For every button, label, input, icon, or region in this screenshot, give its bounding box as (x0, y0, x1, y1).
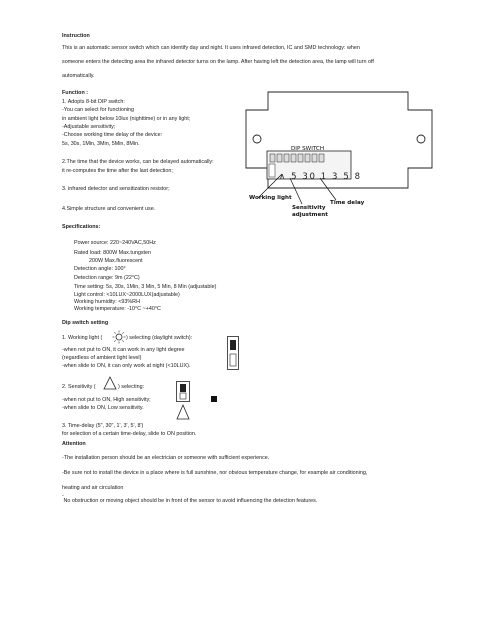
spec-line: Power source: 220~240VAC,50Hz (74, 240, 156, 246)
time-delay-label: Time delay (330, 200, 365, 206)
attention-line-2: -Be sure not to install the device in a place where is full sunshine, nor obvious temperature change, for example air conditioning, (62, 470, 368, 476)
dip-s1-title-a: 1. Working light ( (62, 335, 103, 341)
bullet-square (211, 396, 217, 402)
dip-switch-1-icon (227, 336, 239, 370)
function-item-4: 4.Simple structure and convenient use. (62, 206, 156, 212)
dip-s2-title-b: ) selecting: (118, 384, 145, 390)
working-light-label: Working light (249, 195, 292, 201)
sensitivity-triangle-icon (103, 376, 117, 390)
function-item-2a: 2.The time that the device works, can be delayed automatically: (62, 159, 214, 165)
spec-line: Working humidity: <93%RH (74, 299, 140, 305)
dip-s1-line: -when not put to ON, it can work in any light degree (62, 347, 185, 353)
spec-line: Detection angle: 100° (74, 266, 126, 272)
dip-s2-title-a: 2. Sensitivity ( (62, 384, 96, 390)
spec-line: Detection range: 9m (22°C) (74, 275, 140, 281)
instruction-para-2: someone enters the detecting area the infrared detector turns on the lamp. After having left the detection area, the lamp will turn off (62, 59, 374, 65)
dip-switch-label: DIP SWITCH (291, 146, 325, 152)
function-heading: Function : (62, 90, 89, 96)
attention-line-1: -The installation person should be an electrician or someone with sufficient experience. (62, 455, 270, 461)
function-item-1-5: -Choose working time delay of the device: (62, 132, 163, 138)
dip-s2-line: -when not put to ON, High sensitivity; (62, 397, 151, 403)
instruction-para-1: This is an automatic sensor switch which can identify day and night. It uses infrared detection, IC and SMD technology: when (62, 45, 360, 51)
adjustment-label: adjustment (292, 212, 328, 218)
spec-line: Time setting: 5s, 30s, 1Min, 3 Min, 5 Min, 8 Min (adjustable) (74, 284, 217, 290)
dip-s3-title: 3. Time-delay (5", 30", 1', 3', 5', 8') (62, 423, 144, 429)
sensitivity-label: Sensitivity (292, 205, 326, 211)
function-item-1-6: 5s, 30s, 1Min, 3Min, 5Min, 8Min. (62, 141, 140, 147)
spec-line: Rated load: 800W Max.tungsten (74, 250, 152, 256)
attention-line-5: No obstruction or moving object should be in front of the sensor to avoid influencing the detection features. (62, 498, 318, 504)
spec-line: Working temperature: -10°C ~+40°C (74, 306, 161, 312)
spec-line: Light control: <10LUX~2000LUX(adjustable) (74, 292, 180, 298)
function-item-3: 3. infrared detector and sensitization resistor; (62, 186, 170, 192)
spec-line: 200W Max.fluorescent (74, 258, 143, 264)
attention-heading: Attention (62, 441, 86, 447)
specs-heading: Specifications: (62, 224, 101, 230)
instruction-heading: Instruction (62, 33, 90, 39)
attention-line-4: - (62, 493, 64, 499)
function-item-1-1: 1. Adopts 8-bit DIP switch: (62, 99, 125, 105)
function-item-1-3: in ambient light below 10lux (nighttime) or in any light; (62, 116, 191, 122)
dip-s1-line: (regardless of ambient light level) (62, 355, 142, 361)
function-item-1-2: -You can select for functioning (62, 107, 135, 113)
dip-s2-line: -when slide to ON, Low sensitivity. (62, 405, 144, 411)
switch-digits: ∧ 5 30 1 3 5 8 (279, 172, 362, 182)
sun-icon (112, 330, 126, 344)
dip-s3-line: for selection of a certain time-delay, slide to ON position. (62, 431, 197, 437)
function-item-2b: it re-computes the time after the last detection; (62, 168, 173, 174)
dip-s1-line: -when slide to ON, it can only work at night (<10LUX). (62, 363, 191, 369)
dip-setting-heading: Dip switch setting (62, 320, 109, 326)
instruction-para-3: automatically. (62, 73, 95, 79)
function-item-1-4: -Adjustable sensitivity; (62, 124, 116, 130)
dip-switch-2-icon (176, 381, 190, 421)
attention-line-3: heating and air circulation (62, 485, 124, 491)
dip-s1-title-b: ) selecting (daylight switch): (126, 335, 193, 341)
